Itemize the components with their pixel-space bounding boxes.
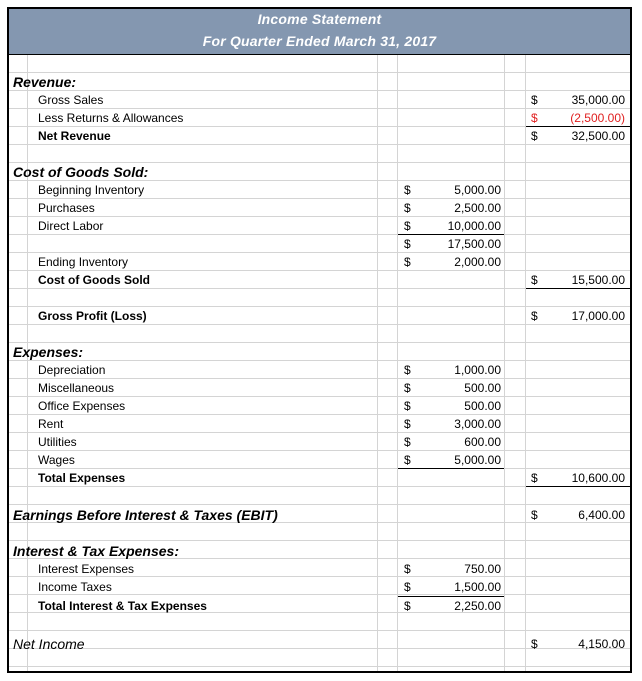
currency-symbol: $ xyxy=(404,453,411,467)
line-item-label: Income Taxes xyxy=(38,580,112,594)
amount-value: 2,500.00 xyxy=(454,201,501,215)
currency-symbol: $ xyxy=(531,508,538,522)
amount-value: 10,000.00 xyxy=(447,219,501,233)
amount-value: 1,000.00 xyxy=(454,363,501,377)
line-item-label: Interest Expenses xyxy=(38,562,135,576)
direct-labor-row xyxy=(9,217,630,235)
amount-value: 5,000.00 xyxy=(454,453,501,467)
amount-value: 5,000.00 xyxy=(454,183,501,197)
purchases-row xyxy=(9,199,630,217)
line-item-label: Miscellaneous xyxy=(38,381,115,395)
line-item-label: Office Expenses xyxy=(38,399,126,413)
returns-row xyxy=(9,109,630,127)
total-label: Net Revenue xyxy=(38,129,111,143)
currency-symbol: $ xyxy=(404,435,411,449)
depreciation-row xyxy=(9,361,630,379)
rent-row xyxy=(9,415,630,433)
currency-symbol: $ xyxy=(404,562,411,576)
amount-value: 1,500.00 xyxy=(454,580,501,594)
line-item-label: Gross Sales xyxy=(38,93,104,107)
amount-value: 3,000.00 xyxy=(454,417,501,431)
income-taxes-row xyxy=(9,578,630,596)
expenses-heading-row xyxy=(9,343,630,361)
net-income-row xyxy=(9,635,630,653)
gross-profit-row xyxy=(9,307,630,325)
total-amount-value: 15,500.00 xyxy=(571,273,625,287)
miscellaneous-row xyxy=(9,379,630,397)
line-item-label: Direct Labor xyxy=(38,219,104,233)
subtotal-underline xyxy=(526,126,630,127)
ebit-row xyxy=(9,506,630,524)
statement-header xyxy=(9,9,630,55)
total-amount-value: 17,000.00 xyxy=(571,309,625,323)
cogs-subtotal-row xyxy=(9,235,630,253)
section-heading: Expenses: xyxy=(13,344,84,360)
total-amount-value: 32,500.00 xyxy=(571,129,625,143)
currency-symbol: $ xyxy=(404,219,411,233)
income-statement-sheet xyxy=(7,7,632,673)
amount-value: 750.00 xyxy=(464,562,501,576)
ebit-label: Earnings Before Interest & Taxes (EBIT) xyxy=(13,507,278,523)
currency-symbol: $ xyxy=(404,417,411,431)
section-heading: Interest & Tax Expenses: xyxy=(13,543,179,559)
amount-value: 2,000.00 xyxy=(454,255,501,269)
negative-amount-value: (2,500.00) xyxy=(570,111,625,125)
currency-symbol: $ xyxy=(404,183,411,197)
total-interest-tax-row xyxy=(9,597,630,615)
currency-symbol: $ xyxy=(531,273,538,287)
currency-symbol: $ xyxy=(404,580,411,594)
amount-value: 500.00 xyxy=(464,399,501,413)
total-label: Total Interest & Tax Expenses xyxy=(38,599,207,613)
beginning-inventory-row xyxy=(9,181,630,199)
currency-symbol: $ xyxy=(404,237,411,251)
section-heading: Cost of Goods Sold: xyxy=(13,164,149,180)
total-amount-value: 6,400.00 xyxy=(578,508,625,522)
total-amount-value: 2,250.00 xyxy=(454,599,501,613)
line-item-label: Rent xyxy=(38,417,64,431)
line-item-label: Depreciation xyxy=(38,363,106,377)
currency-symbol: $ xyxy=(531,637,538,651)
total-amount-value: 10,600.00 xyxy=(571,471,625,485)
utilities-row xyxy=(9,433,630,451)
interest-expenses-row xyxy=(9,560,630,578)
grid-row-line xyxy=(9,504,630,505)
section-heading: Revenue: xyxy=(13,74,77,90)
line-item-label: Utilities xyxy=(38,435,77,449)
currency-symbol: $ xyxy=(404,399,411,413)
currency-symbol: $ xyxy=(404,201,411,215)
net-income-label: Net Income xyxy=(13,636,85,652)
grid-row-line xyxy=(9,540,630,541)
total-label: Gross Profit (Loss) xyxy=(38,309,147,323)
grid-row-line xyxy=(9,666,630,667)
line-item-label: Less Returns & Allowances xyxy=(38,111,184,125)
subtotal-amount-value: 17,500.00 xyxy=(447,237,501,251)
amount-value: 600.00 xyxy=(464,435,501,449)
net-revenue-row xyxy=(9,127,630,145)
currency-symbol: $ xyxy=(404,381,411,395)
statement-period: For Quarter Ended March 31, 2017 xyxy=(202,33,437,49)
ending-inventory-row xyxy=(9,253,630,271)
currency-symbol: $ xyxy=(404,255,411,269)
currency-symbol: $ xyxy=(404,363,411,377)
currency-symbol: $ xyxy=(531,129,538,143)
statement-title: Income Statement xyxy=(257,11,382,27)
subtotal-underline xyxy=(526,288,630,289)
grid-row-line xyxy=(9,630,630,631)
cogs-heading-row xyxy=(9,163,630,181)
currency-symbol: $ xyxy=(531,309,538,323)
amount-value: 35,000.00 xyxy=(571,93,625,107)
total-expenses-row xyxy=(9,469,630,487)
interest-tax-heading-row xyxy=(9,542,630,560)
line-item-label: Ending Inventory xyxy=(38,255,129,269)
revenue-heading-row xyxy=(9,73,630,91)
wages-row xyxy=(9,451,630,469)
amount-value: 500.00 xyxy=(464,381,501,395)
currency-symbol: $ xyxy=(531,471,538,485)
cogs-total-row xyxy=(9,271,630,289)
currency-symbol: $ xyxy=(531,111,538,125)
gross-sales-row xyxy=(9,91,630,109)
line-item-label: Beginning Inventory xyxy=(38,183,145,197)
line-item-label: Purchases xyxy=(38,201,95,215)
net-income-amount-value: 4,150.00 xyxy=(578,637,625,651)
total-label: Cost of Goods Sold xyxy=(38,273,150,287)
line-item-label: Wages xyxy=(38,453,75,467)
currency-symbol: $ xyxy=(531,93,538,107)
subtotal-underline xyxy=(526,486,630,487)
office-expenses-row xyxy=(9,397,630,415)
total-label: Total Expenses xyxy=(38,471,126,485)
currency-symbol: $ xyxy=(404,599,411,613)
